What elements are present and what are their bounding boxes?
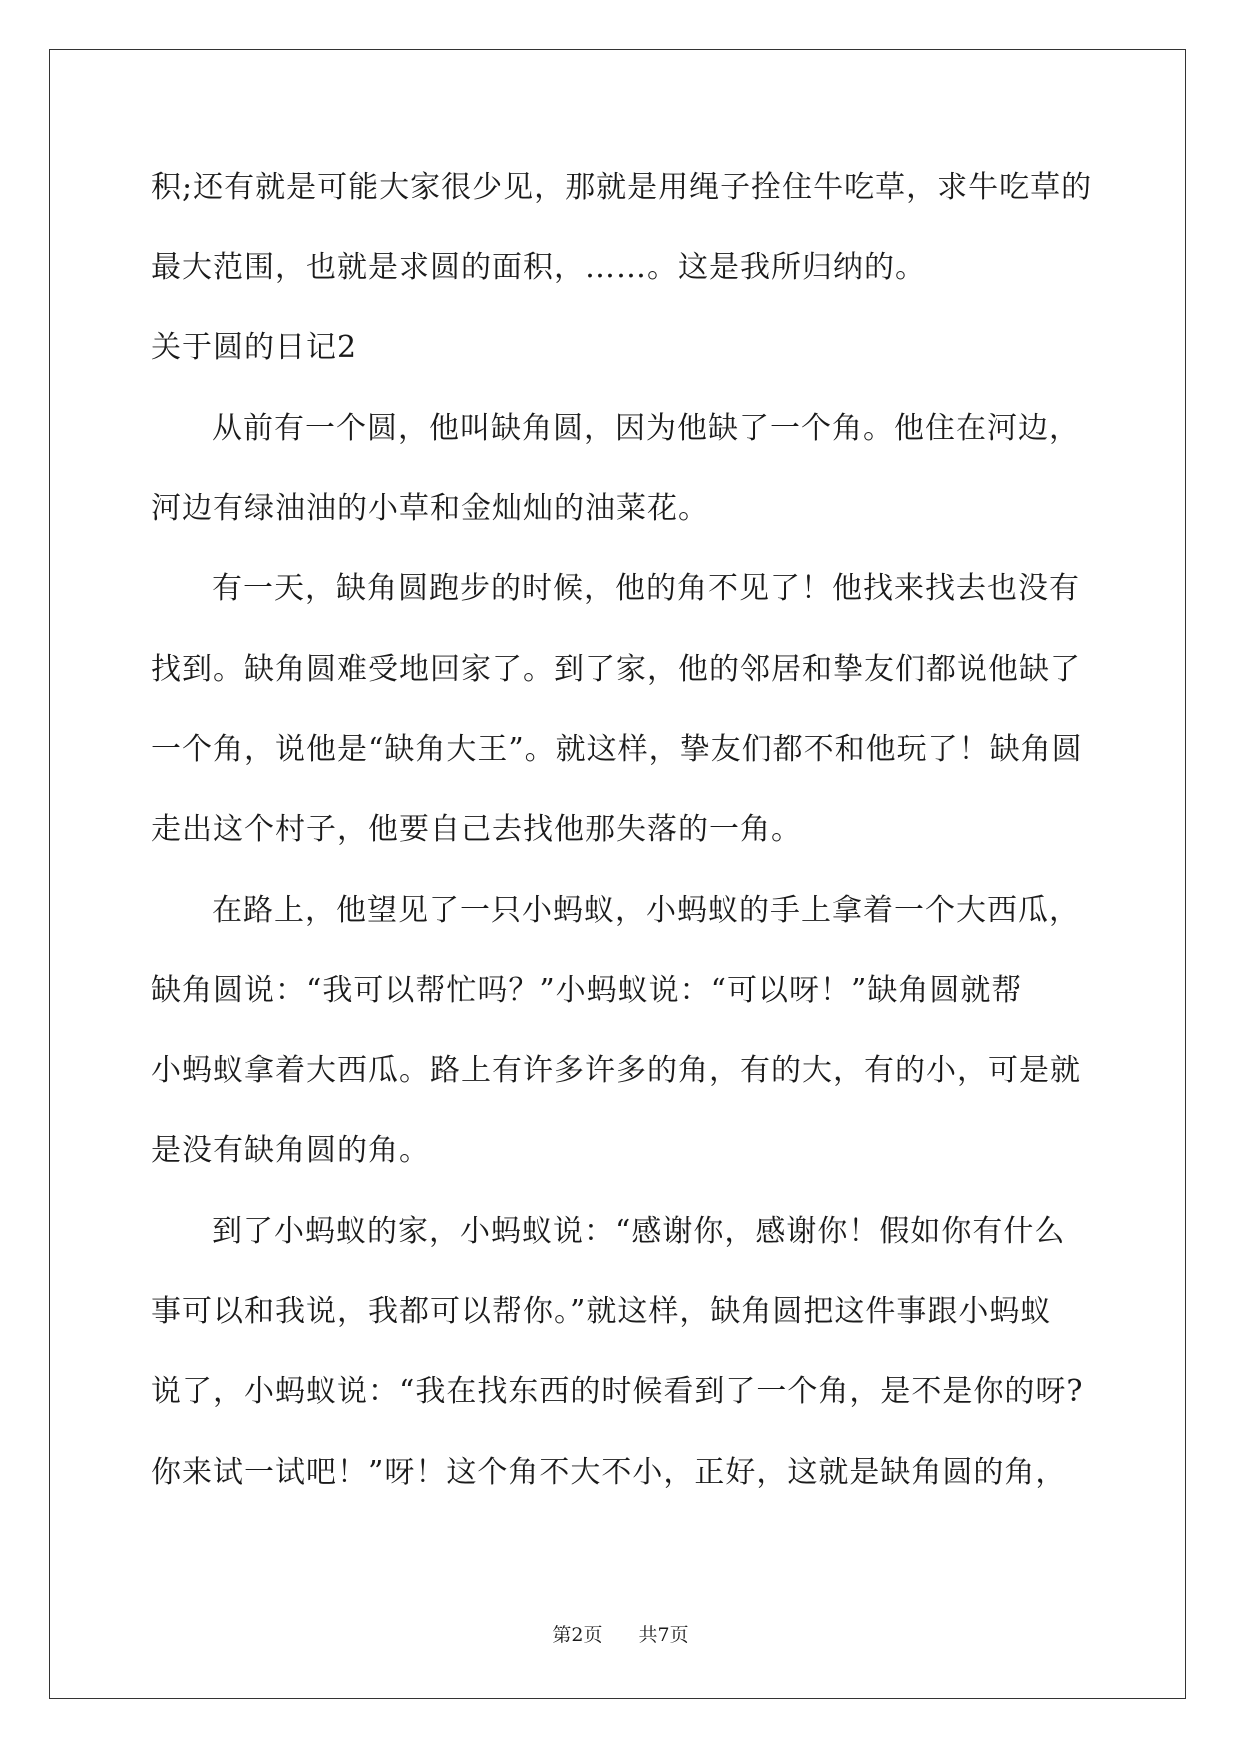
section-heading: 关于圆的日记2 (151, 330, 358, 365)
page-border (49, 49, 1186, 1699)
text-line: 说了，小蚂蚁说：“我在找东西的时候看到了一个角，是不是你的呀? (151, 1374, 1084, 1409)
text-line: 从前有一个圆，他叫缺角圆，因为他缺了一个角。他住在河边， (212, 411, 1080, 446)
page-number-total: 共7页 (638, 1624, 689, 1646)
text-line: 是没有缺角圆的角。 (151, 1133, 430, 1168)
page-footer (0, 1623, 1241, 1647)
text-line: 积;还有就是可能大家很少见，那就是用绳子拴住牛吃草，求牛吃草的 (151, 170, 1093, 205)
text-line: 事可以和我说，我都可以帮你。”就这样，缺角圆把这件事跟小蚂蚁 (151, 1294, 1052, 1329)
page-number-current: 第2页 (552, 1624, 603, 1646)
text-line: 最大范围，也就是求圆的面积，……。这是我所归纳的。 (151, 250, 926, 285)
text-line: 到了小蚂蚁的家，小蚂蚁说：“感谢你，感谢你！假如你有什么 (212, 1214, 1066, 1249)
text-line: 你来试一试吧！”呀！这个角不大不小，正好，这就是缺角圆的角， (151, 1455, 1067, 1490)
text-line: 一个角，说他是“缺角大王”。就这样，挚友们都不和他玩了！缺角圆 (151, 732, 1083, 767)
text-line: 小蚂蚁拿着大西瓜。路上有许多许多的角，有的大，有的小，可是就 (151, 1053, 1081, 1088)
text-line: 在路上，他望见了一只小蚂蚁，小蚂蚁的手上拿着一个大西瓜， (212, 893, 1080, 928)
text-line: 河边有绿油油的小草和金灿灿的油菜花。 (151, 491, 709, 526)
text-line: 找到。缺角圆难受地回家了。到了家，他的邻居和挚友们都说他缺了 (151, 652, 1081, 687)
text-line: 缺角圆说：“我可以帮忙吗？”小蚂蚁说：“可以呀！”缺角圆就帮 (151, 973, 1023, 1008)
text-line: 有一天，缺角圆跑步的时候，他的角不见了！他找来找去也没有 (212, 571, 1080, 606)
text-line: 走出这个村子，他要自己去找他那失落的一角。 (151, 812, 802, 847)
